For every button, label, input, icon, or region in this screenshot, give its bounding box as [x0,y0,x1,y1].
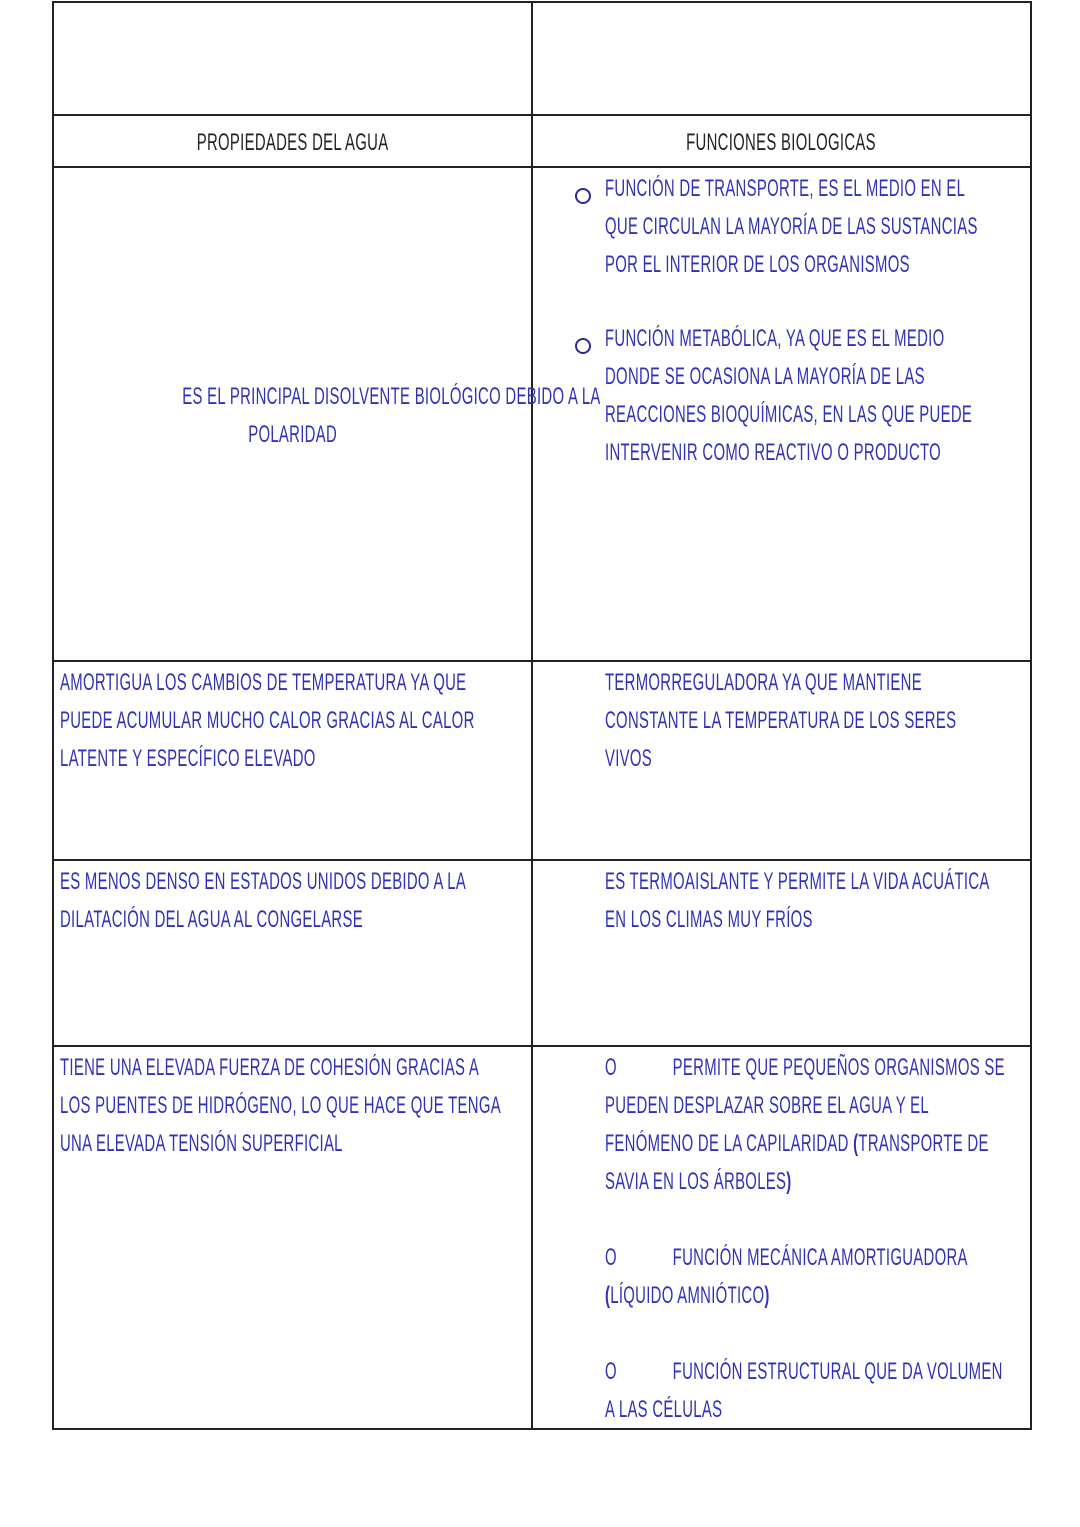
function-cell [532,661,1031,860]
function-text-line: (LÍQUIDO AMNIÓTICO) [605,1282,770,1309]
circle-bullet-icon [575,188,591,204]
property-cell [53,860,532,1046]
circle-bullet-icon [575,338,591,354]
function-text-line: ES TERMOAISLANTE Y PERMITE LA VIDA ACUÁTICA [605,868,990,895]
function-text-line: FENÓMENO DE LA CAPILARIDAD (TRANSPORTE DE [605,1130,989,1157]
function-item [605,1239,1080,1315]
function-item [605,320,1080,472]
property-cell [53,661,532,860]
function-text-line: CONSTANTE LA TEMPERATURA DE LOS SERES [605,707,957,734]
function-text-line: VIVOS [605,745,653,772]
function-item [605,1049,1080,1201]
header-row [53,115,1031,167]
table-row [53,661,1031,860]
function-text-line: INTERVENIR COMO REACTIVO O PRODUCTO [605,439,942,466]
property-text-line: PUEDE ACUMULAR MUCHO CALOR GRACIAS AL CALOR [60,707,475,734]
table-row [53,860,1031,1046]
function-item [605,863,1080,939]
property-cell [53,167,601,661]
empty-cell-right [532,2,1031,115]
property-text-line: ES MENOS DENSO EN ESTADOS UNIDOS DEBIDO A LA [60,868,467,895]
function-text-line: SAVIA EN LOS ÁRBOLES) [605,1168,792,1195]
property-text-line: LOS PUENTES DE HIDRÓGENO, LO QUE HACE QUE TENGA [60,1092,501,1119]
function-text-line: O FUNCIÓN MECÁNICA AMORTIGUADORA [605,1244,968,1271]
property-text-line: AMORTIGUA LOS CAMBIOS DE TEMPERATURA YA QUE [60,669,467,696]
function-text-line: POR EL INTERIOR DE LOS ORGANISMOS [605,251,910,278]
o-marker: O [605,1054,617,1081]
empty-top-row [53,2,1031,115]
property-text-line: ES EL PRINCIPAL DISOLVENTE BIOLÓGICO DEBIDO A LA [182,383,601,410]
function-text-line: TERMORREGULADORA YA QUE MANTIENE [605,669,922,696]
header-cell-functions [532,115,1031,167]
property-text-line: DILATACIÓN DEL AGUA AL CONGELARSE [60,906,363,933]
function-item [605,1353,1080,1429]
function-item [605,170,1080,284]
property-text-line: POLARIDAD [248,421,337,448]
property-text-line: TIENE UNA ELEVADA FUERZA DE COHESIÓN GRACIAS A [60,1054,480,1081]
header-cell-properties [53,115,532,167]
property-text-line: UNA ELEVADA TENSIÓN SUPERFICIAL [60,1130,343,1157]
o-marker: O [605,1358,617,1385]
header-properties-label: PROPIEDADES DEL AGUA [196,129,389,156]
function-text-line: FUNCIÓN DE TRANSPORTE, ES EL MEDIO EN EL [605,175,966,202]
function-text-line: O FUNCIÓN ESTRUCTURAL QUE DA VOLUMEN [605,1358,1003,1385]
function-cell [532,860,1031,1046]
table-row [53,1046,1031,1429]
property-cell [53,1046,532,1429]
function-text-line: DONDE SE OCASIONA LA MAYORÍA DE LAS [605,363,925,390]
o-marker: O [605,1244,617,1271]
function-text-line: A LAS CÉLULAS [605,1396,723,1423]
property-text-line: LATENTE Y ESPECÍFICO ELEVADO [60,745,316,772]
empty-cell-left [53,2,532,115]
function-text-line: QUE CIRCULAN LA MAYORÍA DE LAS SUSTANCIAS [605,213,978,240]
function-text-line: PUEDEN DESPLAZAR SOBRE EL AGUA Y EL [605,1092,930,1119]
function-text-line: REACCIONES BIOQUÍMICAS, EN LAS QUE PUEDE [605,401,973,428]
function-text-line: FUNCIÓN METABÓLICA, YA QUE ES EL MEDIO [605,325,945,352]
function-cell [532,167,1031,661]
function-text-line: EN LOS CLIMAS MUY FRÍOS [605,906,813,933]
function-text-line: O PERMITE QUE PEQUEÑOS ORGANISMOS SE [605,1054,1005,1081]
header-functions-label: FUNCIONES BIOLOGICAS [686,129,877,156]
function-cell [532,1046,1031,1429]
function-item [605,664,1080,778]
table-row [53,167,1031,661]
water-properties-table [52,1,1032,1430]
